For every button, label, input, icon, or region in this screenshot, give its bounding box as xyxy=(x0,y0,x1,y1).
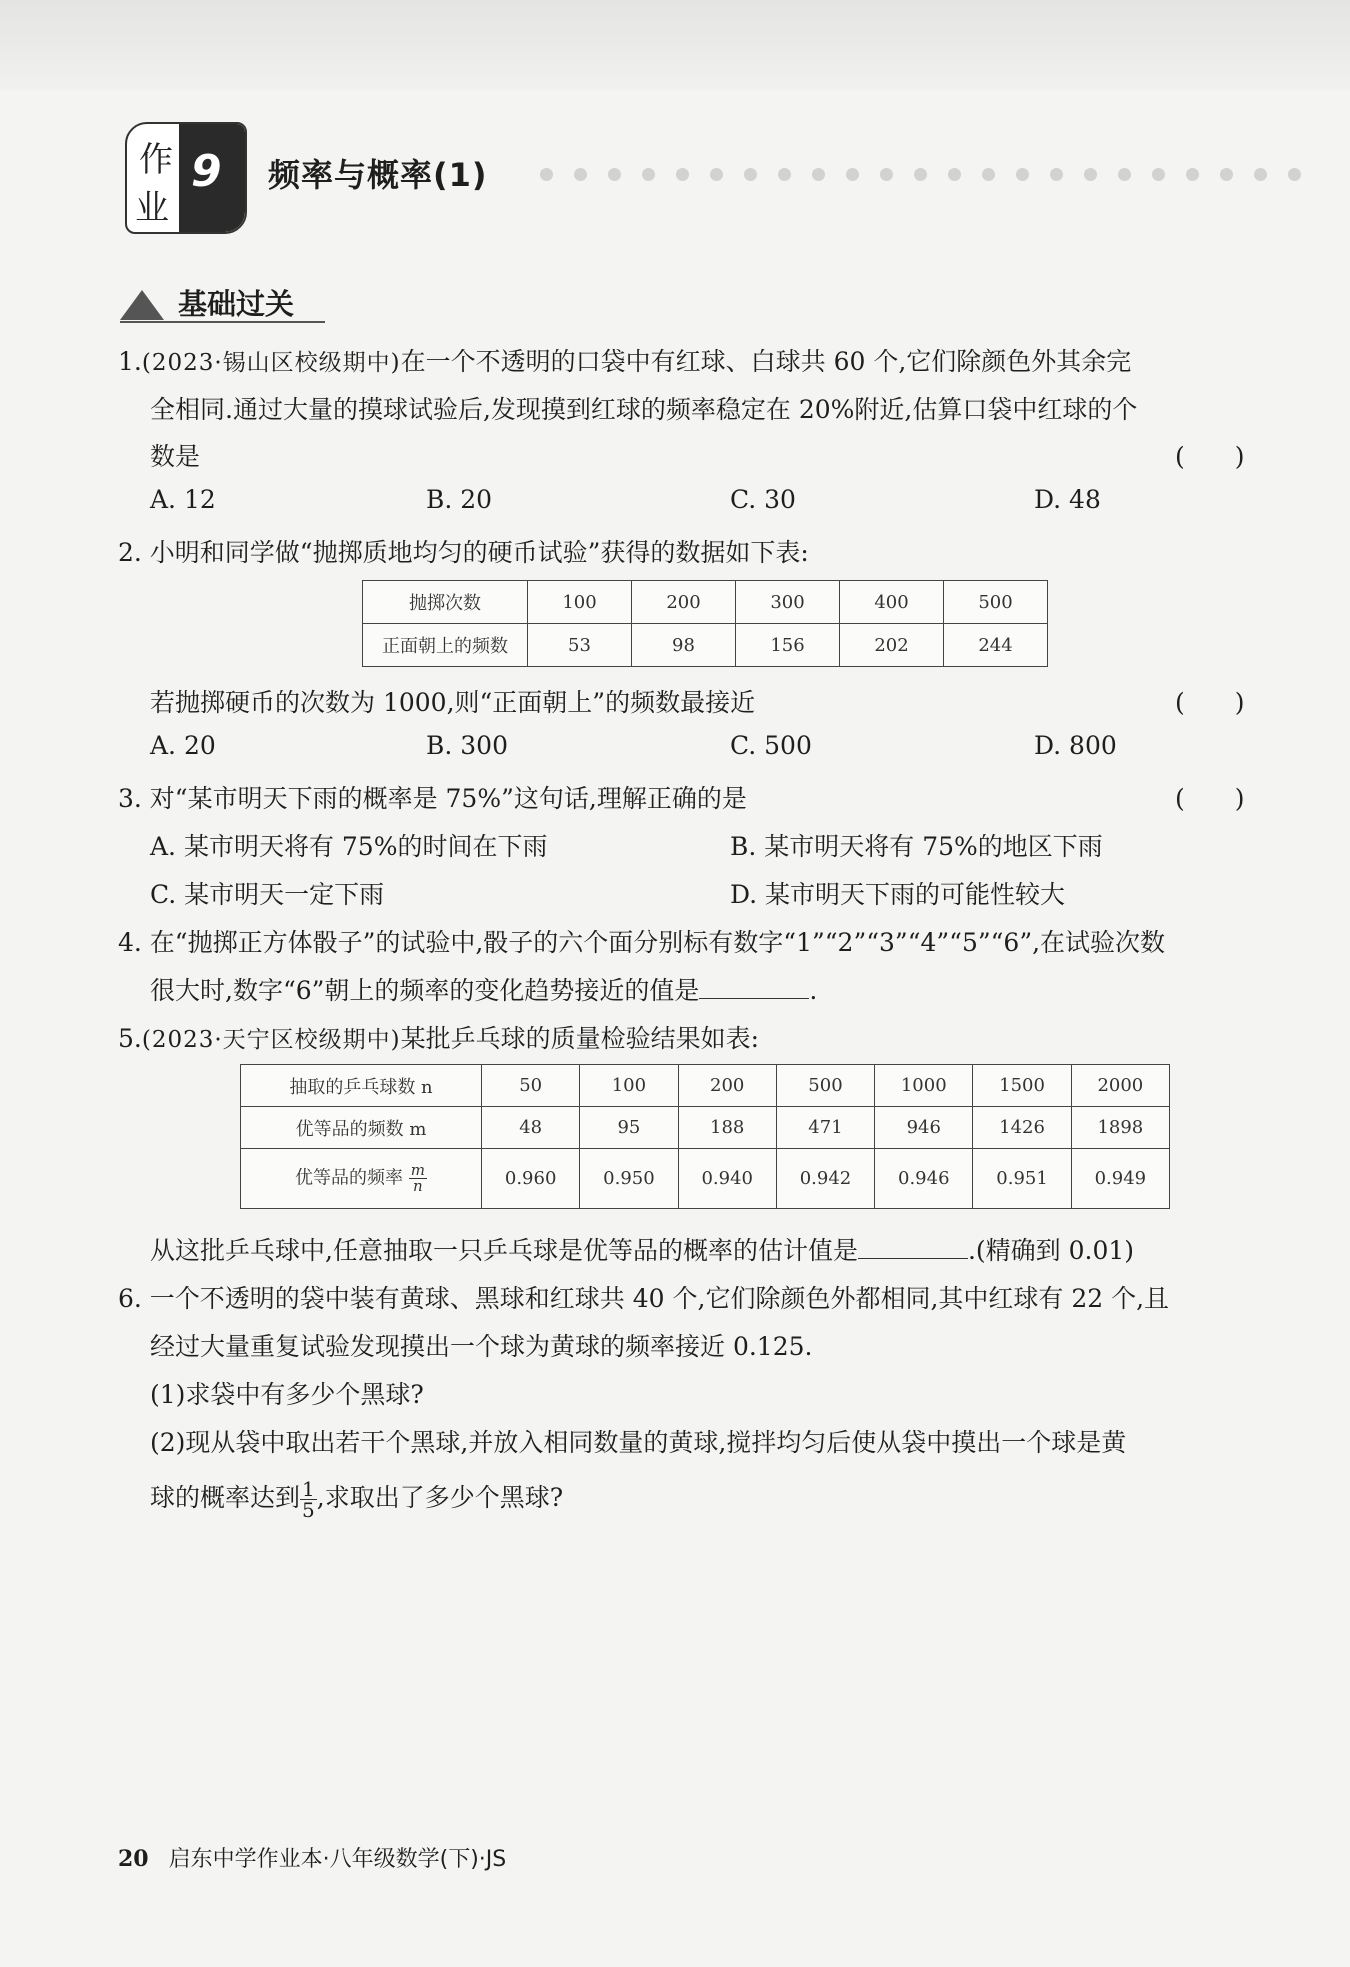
q3-answer-paren: ( ) xyxy=(1175,784,1245,813)
q5-line-2 xyxy=(150,1231,1134,1267)
decorative-dot xyxy=(812,168,825,181)
table-cell: 300 xyxy=(736,581,840,624)
table-cell: 50 xyxy=(482,1065,580,1107)
table-cell: 1426 xyxy=(973,1107,1071,1149)
q4-answer-blank xyxy=(699,976,809,999)
table-cell: 1500 xyxy=(973,1065,1071,1107)
table-cell: 100 xyxy=(580,1065,678,1107)
table-cell: 正面朝上的频数 xyxy=(363,624,528,667)
freq-fraction xyxy=(409,1163,427,1194)
fraction-denominator: 5 xyxy=(302,1498,315,1522)
decorative-dot xyxy=(982,168,995,181)
section-triangle-icon xyxy=(120,290,164,320)
q3-line-1: 3. 对“某市明天下雨的概率是 75%”这句话,理解正确的是 xyxy=(118,784,747,813)
table-cell: 优等品的频数 m xyxy=(241,1107,482,1149)
decorative-dot xyxy=(1118,168,1131,181)
q2-answer-paren: ( ) xyxy=(1175,688,1245,717)
q3-option-c: C. 某市明天一定下雨 xyxy=(150,880,385,909)
table-cell: 0.949 xyxy=(1071,1149,1169,1209)
q3-option-d: D. 某市明天下雨的可能性较大 xyxy=(730,880,1066,909)
table-cell xyxy=(241,1149,482,1209)
table-cell: 400 xyxy=(840,581,944,624)
q6-text-post: ,求取出了多少个黑球? xyxy=(316,1483,564,1512)
q6-line-2: 经过大量重复试验发现摸出一个球为黄球的频率接近 0.125. xyxy=(150,1332,813,1361)
title-dot-row xyxy=(540,168,1320,182)
badge-char-2: 业 xyxy=(135,188,169,228)
decorative-dot xyxy=(1186,168,1199,181)
badge-number: 9 xyxy=(191,146,222,197)
fraction-denominator: n xyxy=(413,1177,423,1195)
pingpong-quality-table xyxy=(240,1064,1170,1209)
decorative-dot xyxy=(778,168,791,181)
decorative-dot xyxy=(1016,168,1029,181)
decorative-dot xyxy=(676,168,689,181)
table-cell: 0.950 xyxy=(580,1149,678,1209)
q6-sub-2-line-2 xyxy=(150,1478,563,1520)
q2-option-a: A. 20 xyxy=(150,731,216,760)
q5-line-1 xyxy=(118,1019,759,1055)
table-cell: 0.940 xyxy=(678,1149,776,1209)
table-cell: 0.951 xyxy=(973,1149,1071,1209)
section-underline xyxy=(120,321,325,323)
table-cell: 500 xyxy=(776,1065,874,1107)
decorative-dot xyxy=(540,168,553,181)
page-number: 20 xyxy=(118,1846,149,1872)
table-row xyxy=(241,1149,1170,1209)
decorative-dot xyxy=(710,168,723,181)
q1-line-1 xyxy=(118,342,1131,378)
fraction-numerator: m xyxy=(410,1161,425,1179)
decorative-dot xyxy=(608,168,621,181)
table-cell: 抛掷次数 xyxy=(363,581,528,624)
q1-line-3: 数是 xyxy=(150,442,201,471)
q5-text: 某批乒乓球的质量检验结果如表: xyxy=(400,1024,760,1053)
decorative-dot xyxy=(1152,168,1165,181)
table-cell: 48 xyxy=(482,1107,580,1149)
decorative-dot xyxy=(914,168,927,181)
table-cell: 1000 xyxy=(875,1065,973,1107)
q4-period: . xyxy=(809,976,818,1005)
table-cell: 188 xyxy=(678,1107,776,1149)
decorative-dot xyxy=(1220,168,1233,181)
q1-option-a: A. 12 xyxy=(150,485,216,514)
page-footer xyxy=(118,1842,506,1873)
q2-option-c: C. 500 xyxy=(730,731,812,760)
decorative-dot xyxy=(1288,168,1301,181)
q1-answer-paren: ( ) xyxy=(1175,442,1245,471)
q1-option-d: D. 48 xyxy=(1034,485,1101,514)
q4-text: 很大时,数字“6”朝上的频率的变化趋势接近的值是 xyxy=(150,976,700,1005)
table-row xyxy=(241,1065,1170,1107)
q5-text-2: 从这批乒乓球中,任意抽取一只乒乓球是优等品的概率的估计值是 xyxy=(150,1236,858,1265)
section-title: 基础过关 xyxy=(178,287,295,321)
table-cell: 202 xyxy=(840,624,944,667)
q6-line-1: 6. 一个不透明的袋中装有黄球、黑球和红球共 40 个,它们除颜色外都相同,其中红球有 22 个,且 xyxy=(118,1284,1170,1313)
q5-precision-note: .(精确到 0.01) xyxy=(967,1236,1135,1265)
homework-badge xyxy=(125,122,247,234)
q6-sub-1: (1)求袋中有多少个黑球? xyxy=(150,1380,424,1409)
table-cell: 95 xyxy=(580,1107,678,1149)
freq-label: 优等品的频率 xyxy=(295,1167,404,1189)
q6-sub-2-line-1: (2)现从袋中取出若干个黑球,并放入相同数量的黄球,搅拌均匀后使从袋中摸出一个球是黄 xyxy=(150,1428,1127,1457)
q5-number: 5. xyxy=(118,1024,142,1053)
q4-line-2 xyxy=(150,971,817,1007)
coin-toss-table xyxy=(362,580,1048,667)
decorative-dot xyxy=(1050,168,1063,181)
decorative-dot xyxy=(846,168,859,181)
table-cell: 200 xyxy=(632,581,736,624)
table-cell: 946 xyxy=(875,1107,973,1149)
table-cell: 53 xyxy=(528,624,632,667)
badge-char-1: 作 xyxy=(139,140,173,180)
decorative-dot xyxy=(948,168,961,181)
table-cell: 471 xyxy=(776,1107,874,1149)
q2-line-1: 2. 小明和同学做“抛掷质地均匀的硬币试验”获得的数据如下表: xyxy=(118,538,809,567)
footer-book-title: 启东中学作业本·八年级数学(下)·JS xyxy=(168,1847,507,1872)
table-cell: 2000 xyxy=(1071,1065,1169,1107)
top-scan-band xyxy=(0,0,1350,90)
q3-option-b: B. 某市明天将有 75%的地区下雨 xyxy=(730,832,1103,861)
table-cell: 0.942 xyxy=(776,1149,874,1209)
q1-number: 1. xyxy=(118,347,142,376)
table-cell: 200 xyxy=(678,1065,776,1107)
q1-option-b: B. 20 xyxy=(426,485,493,514)
q4-line-1: 4. 在“抛掷正方体骰子”的试验中,骰子的六个面分别标有数字“1”“2”“3”“4”“5”“6”,在试验次数 xyxy=(118,928,1166,957)
q5-answer-blank xyxy=(858,1236,968,1259)
q1-option-c: C. 30 xyxy=(730,485,796,514)
fraction-numerator: 1 xyxy=(302,1477,315,1501)
q1-line-2: 全相同.通过大量的摸球试验后,发现摸到红球的频率稳定在 20%附近,估算口袋中红球的个 xyxy=(150,395,1138,424)
q6-text-pre: 球的概率达到 xyxy=(150,1483,301,1512)
table-cell: 抽取的乒乓球数 n xyxy=(241,1065,482,1107)
q1-source: (2023·锡山区校级期中) xyxy=(141,350,401,376)
one-fifth-fraction xyxy=(300,1479,317,1520)
decorative-dot xyxy=(744,168,757,181)
decorative-dot xyxy=(642,168,655,181)
table-cell: 244 xyxy=(944,624,1048,667)
decorative-dot xyxy=(1254,168,1267,181)
table-row xyxy=(363,581,1048,624)
q5-source: (2023·天宁区校级期中) xyxy=(141,1027,401,1053)
q2-option-b: B. 300 xyxy=(426,731,508,760)
table-cell: 500 xyxy=(944,581,1048,624)
table-row xyxy=(241,1107,1170,1149)
q1-text: 在一个不透明的口袋中有红球、白球共 60 个,它们除颜色外其余完 xyxy=(400,347,1132,376)
table-cell: 100 xyxy=(528,581,632,624)
table-cell: 0.946 xyxy=(875,1149,973,1209)
q2-option-d: D. 800 xyxy=(1034,731,1117,760)
q3-option-a: A. 某市明天将有 75%的时间在下雨 xyxy=(150,832,548,861)
decorative-dot xyxy=(574,168,587,181)
table-cell: 0.960 xyxy=(482,1149,580,1209)
table-row xyxy=(363,624,1048,667)
page-title: 频率与概率(1) xyxy=(268,156,488,194)
decorative-dot xyxy=(1084,168,1097,181)
decorative-dot xyxy=(880,168,893,181)
table-cell: 156 xyxy=(736,624,840,667)
table-cell: 1898 xyxy=(1071,1107,1169,1149)
table-cell: 98 xyxy=(632,624,736,667)
q2-line-2: 若抛掷硬币的次数为 1000,则“正面朝上”的频数最接近 xyxy=(150,688,756,717)
